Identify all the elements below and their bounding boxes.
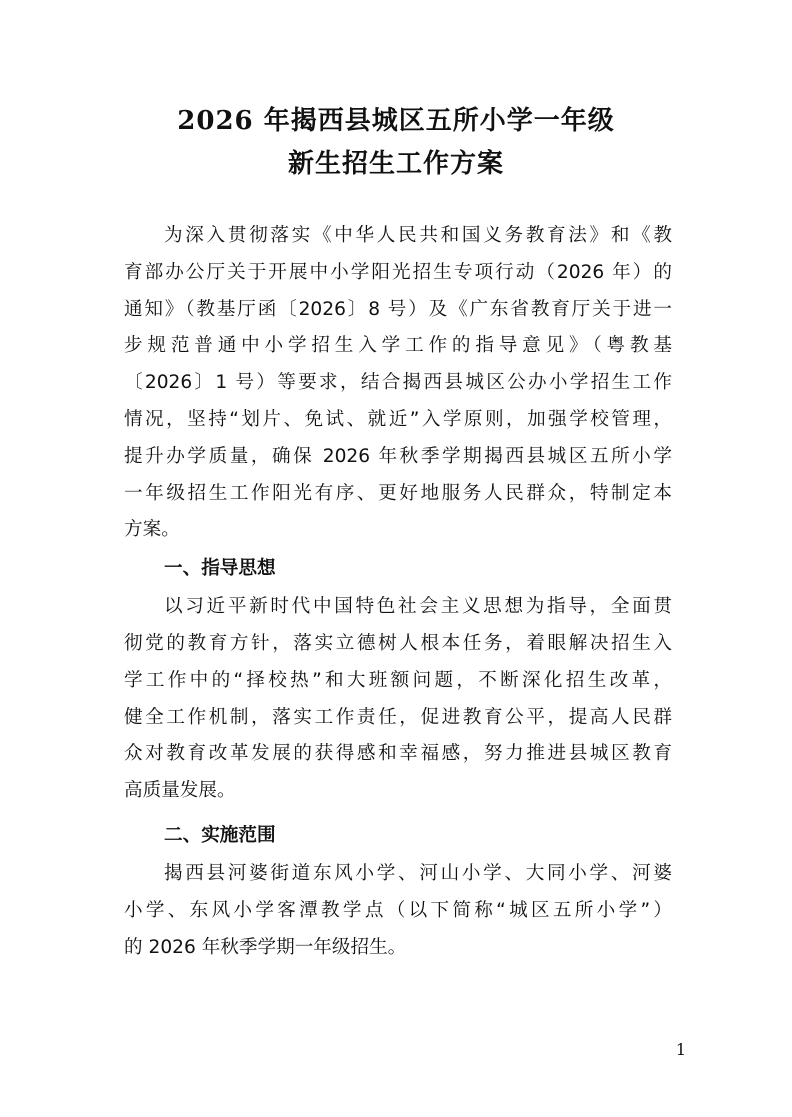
page-number: 1 [675,1040,686,1059]
paragraph-line: 为深入贯彻落实《中华人民共和国义务教育法》和《教 [164,225,672,246]
paragraph-line: 提升办学质量，确保 2026 年秋季学期揭西县城区五所小学 [124,445,672,467]
paragraph-line: 健全工作机制，落实工作责任，促进教育公平，提高人民群 [124,706,672,728]
paragraph-line: 〔2026〕1 号）等要求，结合揭西县城区公办小学招生工作 [124,372,672,394]
paragraph-line: 以习近平新时代中国特色社会主义思想为指导，全面贯 [164,596,672,618]
document-title-line-2: 新生招生工作方案 [287,149,504,179]
document-body [124,218,672,966]
paragraph-line: 学工作中的“择校热”和大班额问题，不断深化招生改革， [124,669,672,691]
paragraph-line: 通知》（教基厅函〔2026〕8 号）及《广东省教育厅关于进一 [124,298,672,320]
paragraph-line: 高质量发展。 [124,780,236,802]
paragraph-line: 步规范普通中小学招生入学工作的指导意见》（粤教基 [124,335,672,357]
paragraph-line: 情况，坚持“划片、免试、就近”入学原则，加强学校管理， [124,408,672,430]
paragraph-line: 小学、东风小学客潭教学点（以下简称“城区五所小学”） [124,899,672,921]
section-heading-scope: 二、实施范围 [164,824,276,846]
document-title-line-1: 2026 年揭西县城区五所小学一年级 [177,106,615,136]
paragraph-line: 众对教育改革发展的获得感和幸福感，努力推进县城区教育 [124,743,672,765]
section-1-paragraph [124,589,672,810]
paragraph-line: 方案。 [124,519,180,541]
paragraph-line: 的 2026 年秋季学期一年级招生。 [124,936,407,958]
paragraph-line: 彻党的教育方针，落实立德树人根本任务，着眼解决招生入 [124,632,672,654]
paragraph-line: 揭西县河婆街道东风小学、河山小学、大同小学、河婆 [164,862,672,884]
section-heading-guiding-ideology: 一、指导思想 [164,558,276,580]
intro-paragraph [124,218,672,549]
paragraph-line: 一年级招生工作阳光有序、更好地服务人民群众，特制定本 [124,482,672,504]
paragraph-line: 育部办公厅关于开展中小学阳光招生专项行动（2026 年）的 [124,261,672,283]
section-2-paragraph [124,856,672,966]
